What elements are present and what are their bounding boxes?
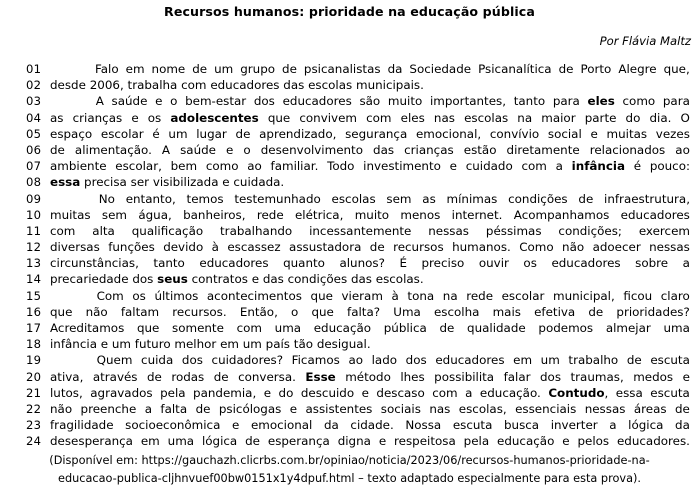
text-line xyxy=(0,417,699,433)
line-number: 06 xyxy=(26,142,42,157)
line-number: 03 xyxy=(26,94,42,109)
text-line xyxy=(0,61,699,77)
line-text: de alimentação. A saúde e o desenvolvimento das crianças estão diretamente relacionados ao xyxy=(50,142,690,157)
text-line xyxy=(0,207,699,223)
line-text: ambiente escolar, bem como ao familiar. Todo investimento e cuidado com a infância é pouco: xyxy=(50,159,690,174)
line-number: 24 xyxy=(26,434,42,449)
line-text: espaço escolar é um lugar de aprendizado, segurança emocional, convívio social e muitas vezes xyxy=(50,126,690,141)
line-number: 19 xyxy=(26,353,42,368)
line-text: A saúde e o bem-estar dos educadores são muito importantes, tanto para eles como para xyxy=(50,93,690,109)
line-number: 21 xyxy=(26,385,42,400)
line-text: precariedade dos seus contratos e das condições das escolas. xyxy=(50,272,424,287)
line-text: Falo em nome de um grupo de psicanalistas da Sociedade Psicanalítica de Porto Alegre que, xyxy=(50,61,690,77)
text-line xyxy=(0,255,699,271)
text-line xyxy=(0,110,699,126)
line-number: 09 xyxy=(26,191,42,206)
author-byline: Por Flávia Maltz xyxy=(599,34,691,48)
line-text: não preenche a falta de psicólogas e assistentes sociais nas escolas, essenciais nessas áreas de xyxy=(50,401,690,416)
line-number: 04 xyxy=(26,110,42,125)
line-text: circunstâncias, tanto educadores quanto alunos? É preciso ouvir os educadores sobre a xyxy=(50,256,690,271)
page-title: Recursos humanos: prioridade na educação pública xyxy=(164,4,535,19)
line-text: com alta qualificação trabalhando incessantemente nessas péssimas condições; exercem xyxy=(50,223,690,238)
text-line xyxy=(0,288,699,304)
paragraph-indent xyxy=(50,191,88,207)
line-number: 17 xyxy=(26,321,42,335)
text-line xyxy=(0,223,699,239)
text-line xyxy=(0,93,699,109)
source-citation-line-1: (Disponível em: https://gauchazh.clicrbs.com.br/opiniao/noticia/2023/06/recursos-humanos-prioridade-na- xyxy=(49,454,650,467)
text-line xyxy=(0,369,699,385)
line-number: 15 xyxy=(26,288,42,303)
text-line xyxy=(0,433,699,449)
line-number: 22 xyxy=(26,401,42,416)
line-number: 18 xyxy=(26,337,42,352)
text-line xyxy=(0,401,699,417)
line-number: 13 xyxy=(26,256,42,271)
line-text: diversas funções devido à escassez assustadora de recursos humanos. Como não adoecer nessas xyxy=(50,240,690,255)
line-text: que não faltam recursos. Então, o que falta? Uma escolha mais efetiva de prioridades? xyxy=(50,304,690,319)
text-line xyxy=(0,271,699,287)
line-number: 11 xyxy=(26,223,42,238)
text-line xyxy=(0,77,699,93)
text-line xyxy=(0,174,699,190)
line-text: essa precisa ser visibilizada e cuidada. xyxy=(50,175,285,190)
line-number: 02 xyxy=(26,78,42,93)
numbered-text-body xyxy=(0,61,699,450)
line-number: 23 xyxy=(26,418,42,433)
text-line xyxy=(0,385,699,401)
text-line xyxy=(0,158,699,174)
line-number: 14 xyxy=(26,272,42,287)
text-line xyxy=(0,239,699,255)
line-number: 12 xyxy=(26,240,42,255)
line-text: Quem cuida dos cuidadores? Ficamos ao lado dos educadores em um trabalho de escuta xyxy=(50,352,690,368)
text-line xyxy=(0,336,699,352)
text-line xyxy=(0,304,699,320)
line-number: 20 xyxy=(26,369,42,384)
text-line xyxy=(0,191,699,207)
line-text: No entanto, temos testemunhado escolas sem as mínimas condições de infraestrutura, xyxy=(50,191,690,207)
line-text: as crianças e os adolescentes que convivem com eles nas escolas na maior parte do dia. O xyxy=(50,110,690,125)
text-line xyxy=(0,142,699,158)
text-line xyxy=(0,352,699,368)
line-number: 10 xyxy=(26,207,42,222)
paragraph-indent xyxy=(50,352,88,368)
text-line xyxy=(0,320,699,336)
line-number: 01 xyxy=(26,62,42,76)
source-citation xyxy=(0,452,699,487)
line-text: infância e um futuro melhor em um país tão desigual. xyxy=(50,337,371,352)
line-text: ativa, através de rodas de conversa. Esse método lhes possibilita falar dos traumas, medos e xyxy=(50,369,690,384)
line-number: 16 xyxy=(26,304,42,319)
line-number: 08 xyxy=(26,175,42,190)
line-number: 05 xyxy=(26,126,42,141)
line-text: lutos, agravados pela pandemia, e do descuido e descaso com a educação. Contudo, essa escuta xyxy=(50,385,690,400)
line-text: desde 2006, trabalha com educadores das escolas municipais. xyxy=(50,78,424,93)
line-number: 07 xyxy=(26,159,42,174)
line-text: Com os últimos acontecimentos que vieram à tona na rede escolar municipal, ficou claro xyxy=(50,288,690,304)
source-citation-line-2: educacao-publica-cljhnvuef00bw0151x1y4dpuf.html – texto adaptado especialmente para esta prova). xyxy=(58,471,641,485)
line-text: Acreditamos que somente com uma educação pública de qualidade podemos almejar uma xyxy=(50,321,690,335)
text-line xyxy=(0,126,699,142)
line-text: muitas sem água, banheiros, rede elétrica, muito menos internet. Acompanhamos educadores xyxy=(50,207,690,222)
paragraph-indent xyxy=(50,288,88,304)
paragraph-indent xyxy=(50,61,88,77)
line-text: desesperança em uma lógica de esperança digna e respeitosa pela educação e pelos educadores. xyxy=(50,434,690,449)
paragraph-indent xyxy=(50,93,88,109)
line-text: fragilidade socioeconômica e emocional da cidade. Nossa escuta busca inverter a lógica da xyxy=(50,418,690,433)
